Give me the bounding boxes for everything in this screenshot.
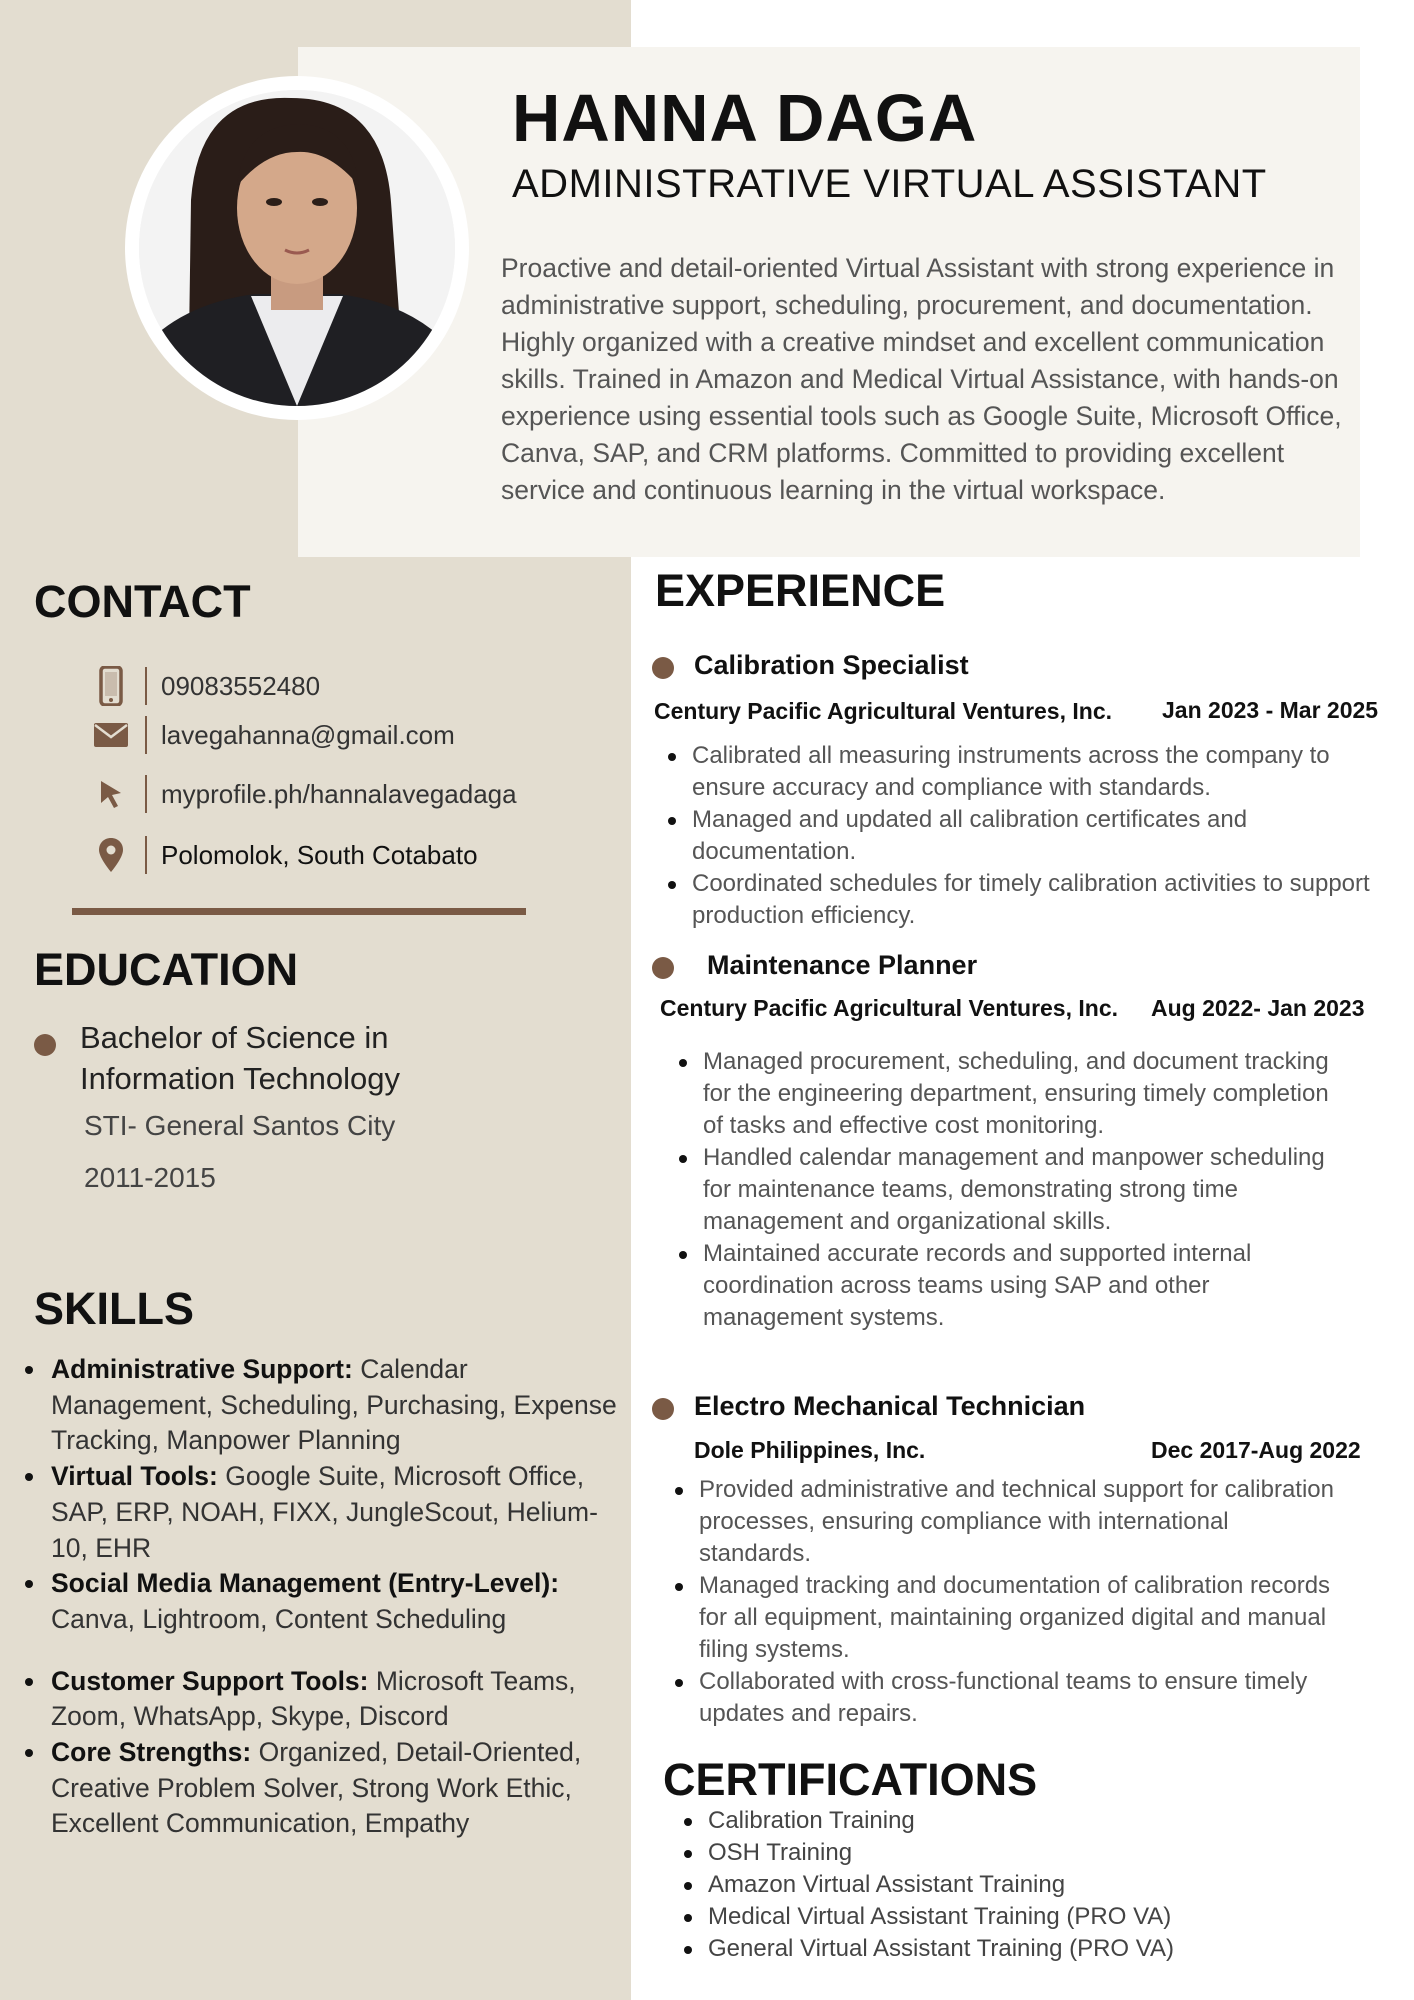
job-duties xyxy=(699,1474,1339,1730)
cursor-icon xyxy=(93,772,129,816)
job-duty: Coordinated schedules for timely calibration activities to support production efficiency. xyxy=(692,868,1402,932)
job-duty: Provided administrative and technical support for calibration processes, ensuring compliance with international standards. xyxy=(699,1474,1339,1570)
certification-item: Calibration Training xyxy=(708,1805,1174,1837)
location-pin-icon xyxy=(93,833,129,877)
job-bullet xyxy=(652,657,674,679)
candidate-name: HANNA DAGA xyxy=(512,81,978,156)
profile-summary: Proactive and detail-oriented Virtual Assistant with strong experience in administrative support, scheduling, procurement, and documentation. Highly organized with a creative mindset and excellent communication skills. Trained in Amazon and Medical Virtual Assistance, with hands-on experience using essential tools such as Google Suite, Microsoft Office, Canva, SAP, and CRM platforms. Committed to providing excellent service and continuous learning in the virtual workspace. xyxy=(501,253,1342,505)
skill-text: Calendar Management, Scheduling, Purchasing, Expense Tracking, Manpower Planning xyxy=(51,1354,617,1456)
experience-heading: EXPERIENCE xyxy=(655,565,946,616)
education-degree: Bachelor of Science in Information Technology xyxy=(80,1020,400,1096)
skill-label: Core Strengths: xyxy=(51,1737,252,1768)
job-dates: Aug 2022- Jan 2023 xyxy=(1151,995,1365,1021)
certification-item: Amazon Virtual Assistant Training xyxy=(708,1869,1174,1901)
job-bullet xyxy=(652,957,674,979)
skill-text: Canva, Lightroom, Content Scheduling xyxy=(51,1603,507,1634)
contact-heading: CONTACT xyxy=(34,576,251,627)
contact-separator xyxy=(145,716,147,754)
skill-text: Google Suite, Microsoft Office, SAP, ERP, NOAH, FIXX, JungleScout, Helium-10, EHR xyxy=(51,1461,598,1563)
phone-number: 09083552480 xyxy=(161,670,321,701)
certification-item: OSH Training xyxy=(708,1837,1174,1869)
email-address[interactable]: lavegahanna@gmail.com xyxy=(161,719,455,750)
skill-item xyxy=(50,1352,625,1459)
phone-icon xyxy=(93,664,129,708)
job-dates: Dec 2017-Aug 2022 xyxy=(1151,1437,1361,1463)
skill-label: Virtual Tools: xyxy=(51,1461,218,1492)
skills-list xyxy=(50,1352,625,1842)
job-title: Electro Mechanical Technician xyxy=(694,1391,1086,1421)
job-title: Calibration Specialist xyxy=(694,650,969,680)
job-dates: Jan 2023 - Mar 2025 xyxy=(1162,697,1379,723)
job-duty: Collaborated with cross-functional teams to ensure timely updates and repairs. xyxy=(699,1666,1339,1730)
job-duty: Managed procurement, scheduling, and document tracking for the engineering department, ensuring timely completion of tasks and effective cost monitoring. xyxy=(703,1046,1343,1142)
skill-text: Organized, Detail-Oriented, Creative Problem Solver, Strong Work Ethic, Excellent Communication, Empathy xyxy=(51,1737,582,1839)
contact-separator xyxy=(145,775,147,813)
contact-phone xyxy=(93,664,320,708)
job-duties xyxy=(703,1046,1343,1334)
job-duty: Managed tracking and documentation of calibration records for all equipment, maintaining organized digital and manual filing systems. xyxy=(699,1570,1339,1666)
candidate-title: ADMINISTRATIVE VIRTUAL ASSISTANT xyxy=(512,162,1267,206)
contact-website xyxy=(93,772,517,816)
skill-item xyxy=(50,1735,625,1842)
certifications-list xyxy=(708,1805,1174,1965)
job-company: Century Pacific Agricultural Ventures, Inc. xyxy=(660,995,1119,1021)
skill-item xyxy=(50,1664,625,1735)
job-title: Maintenance Planner xyxy=(707,950,978,980)
education-years: 2011-2015 xyxy=(84,1162,216,1193)
job-duty: Handled calendar management and manpower scheduling for maintenance teams, demonstrating strong time management and organizational skills. xyxy=(703,1142,1343,1238)
location-text: Polomolok, South Cotabato xyxy=(161,839,478,870)
profile-photo xyxy=(139,90,455,406)
job-duty: Maintained accurate records and supported internal coordination across teams using SAP and other management systems. xyxy=(703,1238,1343,1334)
skills-heading: SKILLS xyxy=(34,1283,195,1334)
certification-item: General Virtual Assistant Training (PRO VA) xyxy=(708,1933,1174,1965)
certifications-heading: CERTIFICATIONS xyxy=(663,1754,1038,1805)
contact-email xyxy=(93,713,455,757)
contact-separator xyxy=(145,836,147,874)
job-duty: Calibrated all measuring instruments across the company to ensure accuracy and compliance with standards. xyxy=(692,740,1402,804)
envelope-icon xyxy=(93,713,129,757)
education-heading: EDUCATION xyxy=(34,944,299,995)
contact-location xyxy=(93,833,478,877)
certification-item: Medical Virtual Assistant Training (PRO VA) xyxy=(708,1901,1174,1933)
contact-separator xyxy=(145,667,147,705)
job-company: Century Pacific Agricultural Ventures, Inc. xyxy=(654,698,1113,724)
skill-text: Microsoft Teams, Zoom, WhatsApp, Skype, Discord xyxy=(51,1665,576,1732)
education-bullet xyxy=(34,1034,56,1056)
job-duty: Managed and updated all calibration certificates and documentation. xyxy=(692,804,1402,868)
skill-label: Social Media Management (Entry-Level): xyxy=(51,1568,560,1599)
skill-label: Administrative Support: xyxy=(51,1354,353,1384)
skill-label: Customer Support Tools: xyxy=(51,1665,369,1696)
website-link[interactable]: myprofile.ph/hannalavegadaga xyxy=(161,778,517,809)
contact-divider xyxy=(72,908,526,915)
skill-item xyxy=(50,1566,625,1637)
job-duties xyxy=(692,740,1402,932)
job-company: Dole Philippines, Inc. xyxy=(694,1437,926,1463)
education-school: STI- General Santos City xyxy=(84,1110,396,1141)
skill-item xyxy=(50,1459,625,1566)
job-bullet xyxy=(652,1398,674,1420)
